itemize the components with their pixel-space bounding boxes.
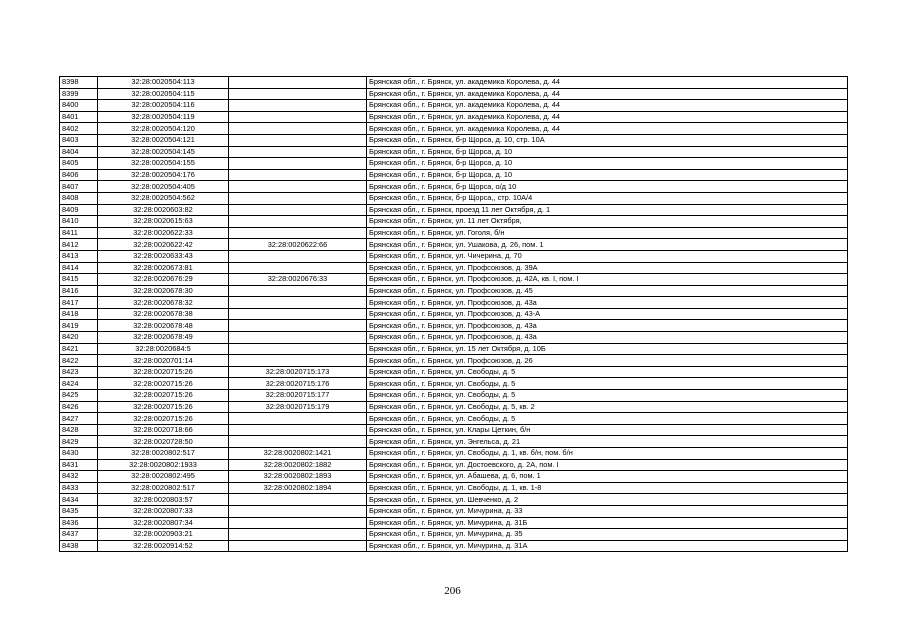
- premises-cadastral-number-cell: [229, 529, 367, 541]
- cadastral-number-cell: 32:28:0020718:66: [98, 424, 229, 436]
- row-number-cell: 8409: [60, 204, 98, 216]
- table-row: [60, 262, 848, 274]
- table-row: [60, 494, 848, 506]
- row-number-cell: 8424: [60, 378, 98, 390]
- address-cell: Брянская обл., г. Брянск, ул. Профсоюзов, д. 39А: [367, 262, 848, 274]
- table-row: [60, 181, 848, 193]
- table-row: [60, 320, 848, 332]
- premises-cadastral-number-cell: [229, 285, 367, 297]
- cadastral-number-cell: 32:28:0020622:42: [98, 239, 229, 251]
- row-number-cell: 8411: [60, 227, 98, 239]
- cadastral-number-cell: 32:28:0020728:50: [98, 436, 229, 448]
- table-row: [60, 471, 848, 483]
- address-cell: Брянская обл., г. Брянск, проезд 11 лет Октября, д. 1: [367, 204, 848, 216]
- row-number-cell: 8428: [60, 424, 98, 436]
- table-row: [60, 401, 848, 413]
- table-row: [60, 169, 848, 181]
- cadastral-number-cell: 32:28:0020715:26: [98, 401, 229, 413]
- address-cell: Брянская обл., г. Брянск, ул. Ушакова, д. 26, пом. 1: [367, 239, 848, 251]
- row-number-cell: 8407: [60, 181, 98, 193]
- premises-cadastral-number-cell: 32:28:0020715:179: [229, 401, 367, 413]
- premises-cadastral-number-cell: [229, 250, 367, 262]
- cadastral-number-cell: 32:28:0020803:57: [98, 494, 229, 506]
- row-number-cell: 8432: [60, 471, 98, 483]
- row-number-cell: 8415: [60, 274, 98, 286]
- premises-cadastral-number-cell: [229, 413, 367, 425]
- row-number-cell: 8410: [60, 216, 98, 228]
- address-cell: Брянская обл., г. Брянск, б-р Щорса, д. 10: [367, 169, 848, 181]
- table-row: [60, 204, 848, 216]
- row-number-cell: 8435: [60, 505, 98, 517]
- table-row: [60, 355, 848, 367]
- cadastral-number-cell: 32:28:0020504:405: [98, 181, 229, 193]
- premises-cadastral-number-cell: [229, 262, 367, 274]
- premises-cadastral-number-cell: [229, 343, 367, 355]
- premises-cadastral-number-cell: [229, 204, 367, 216]
- address-cell: Брянская обл., г. Брянск, ул. Энгельса, д. 21: [367, 436, 848, 448]
- address-cell: Брянская обл., г. Брянск, ул. Мичурина, д. 31А: [367, 540, 848, 552]
- premises-cadastral-number-cell: [229, 494, 367, 506]
- address-cell: Брянская обл., г. Брянск, б-р Щорса, д. 10: [367, 158, 848, 170]
- address-cell: Брянская обл., г. Брянск, ул. академика Королева, д. 44: [367, 88, 848, 100]
- premises-cadastral-number-cell: [229, 297, 367, 309]
- table-row: [60, 285, 848, 297]
- table-row: [60, 378, 848, 390]
- property-register-table: [59, 76, 848, 552]
- cadastral-number-cell: 32:28:0020678:49: [98, 332, 229, 344]
- row-number-cell: 8427: [60, 413, 98, 425]
- premises-cadastral-number-cell: [229, 181, 367, 193]
- address-cell: Брянская обл., г. Брянск, ул. академика Королева, д. 44: [367, 77, 848, 89]
- cadastral-number-cell: 32:28:0020678:32: [98, 297, 229, 309]
- table-row: [60, 459, 848, 471]
- table-row: [60, 540, 848, 552]
- row-number-cell: 8437: [60, 529, 98, 541]
- cadastral-number-cell: 32:28:0020504:116: [98, 100, 229, 112]
- table-row: [60, 448, 848, 460]
- table-row: [60, 158, 848, 170]
- row-number-cell: 8421: [60, 343, 98, 355]
- row-number-cell: 8404: [60, 146, 98, 158]
- table-row: [60, 123, 848, 135]
- table-row: [60, 274, 848, 286]
- row-number-cell: 8398: [60, 77, 98, 89]
- premises-cadastral-number-cell: 32:28:0020802:1893: [229, 471, 367, 483]
- cadastral-number-cell: 32:28:0020802:517: [98, 482, 229, 494]
- address-cell: Брянская обл., г. Брянск, ул. Свободы, д. 5: [367, 366, 848, 378]
- table-row: [60, 517, 848, 529]
- address-cell: Брянская обл., г. Брянск, ул. Профсоюзов, д. 26: [367, 355, 848, 367]
- cadastral-number-cell: 32:28:0020615:63: [98, 216, 229, 228]
- row-number-cell: 8430: [60, 448, 98, 460]
- table-body: [60, 77, 848, 552]
- row-number-cell: 8402: [60, 123, 98, 135]
- address-cell: Брянская обл., г. Брянск, ул. Профсоюзов, д. 45: [367, 285, 848, 297]
- row-number-cell: 8403: [60, 134, 98, 146]
- address-cell: Брянская обл., г. Брянск, ул. 15 лет Октября, д. 10Б: [367, 343, 848, 355]
- cadastral-number-cell: 32:28:0020622:33: [98, 227, 229, 239]
- premises-cadastral-number-cell: 32:28:0020802:1421: [229, 448, 367, 460]
- address-cell: Брянская обл., г. Брянск, ул. академика Королева, д. 44: [367, 111, 848, 123]
- cadastral-number-cell: 32:28:0020504:113: [98, 77, 229, 89]
- table-row: [60, 390, 848, 402]
- cadastral-number-cell: 32:28:0020715:26: [98, 366, 229, 378]
- row-number-cell: 8423: [60, 366, 98, 378]
- premises-cadastral-number-cell: [229, 355, 367, 367]
- cadastral-number-cell: 32:28:0020678:38: [98, 308, 229, 320]
- cadastral-number-cell: 32:28:0020504:120: [98, 123, 229, 135]
- table-row: [60, 482, 848, 494]
- row-number-cell: 8419: [60, 320, 98, 332]
- row-number-cell: 8418: [60, 308, 98, 320]
- row-number-cell: 8412: [60, 239, 98, 251]
- cadastral-number-cell: 32:28:0020504:121: [98, 134, 229, 146]
- address-cell: Брянская обл., г. Брянск, ул. Свободы, д. 5: [367, 390, 848, 402]
- address-cell: Брянская обл., г. Брянск, ул. Свободы, д. 1, кв. б/н, пом. б/н: [367, 448, 848, 460]
- table-row: [60, 216, 848, 228]
- table-row: [60, 134, 848, 146]
- premises-cadastral-number-cell: [229, 216, 367, 228]
- address-cell: Брянская обл., г. Брянск, ул. Свободы, д. 5: [367, 413, 848, 425]
- premises-cadastral-number-cell: [229, 88, 367, 100]
- table-row: [60, 332, 848, 344]
- address-cell: Брянская обл., г. Брянск, ул. академика Королева, д. 44: [367, 123, 848, 135]
- table-row: [60, 192, 848, 204]
- row-number-cell: 8429: [60, 436, 98, 448]
- address-cell: Брянская обл., г. Брянск, ул. Гоголя, б/н: [367, 227, 848, 239]
- table-row: [60, 308, 848, 320]
- premises-cadastral-number-cell: [229, 540, 367, 552]
- row-number-cell: 8438: [60, 540, 98, 552]
- premises-cadastral-number-cell: [229, 100, 367, 112]
- table-row: [60, 366, 848, 378]
- address-cell: Брянская обл., г. Брянск, ул. Профсоюзов, д. 43-А: [367, 308, 848, 320]
- cadastral-number-cell: 32:28:0020715:26: [98, 378, 229, 390]
- address-cell: Брянская обл., г. Брянск, б-р Щорса,, стр. 10А/4: [367, 192, 848, 204]
- address-cell: Брянская обл., г. Брянск, ул. Мичурина, д. 31Б: [367, 517, 848, 529]
- premises-cadastral-number-cell: 32:28:0020802:1894: [229, 482, 367, 494]
- table-row: [60, 88, 848, 100]
- premises-cadastral-number-cell: [229, 192, 367, 204]
- row-number-cell: 8406: [60, 169, 98, 181]
- cadastral-number-cell: 32:28:0020903:21: [98, 529, 229, 541]
- cadastral-number-cell: 32:28:0020807:33: [98, 505, 229, 517]
- address-cell: Брянская обл., г. Брянск, ул. Чичерина, д. 70: [367, 250, 848, 262]
- cadastral-number-cell: 32:28:0020802:1933: [98, 459, 229, 471]
- row-number-cell: 8400: [60, 100, 98, 112]
- table-row: [60, 111, 848, 123]
- premises-cadastral-number-cell: [229, 227, 367, 239]
- cadastral-number-cell: 32:28:0020701:14: [98, 355, 229, 367]
- address-cell: Брянская обл., г. Брянск, ул. Мичурина, д. 33: [367, 505, 848, 517]
- table-row: [60, 239, 848, 251]
- cadastral-number-cell: 32:28:0020715:26: [98, 390, 229, 402]
- address-cell: Брянская обл., г. Брянск, ул. Профсоюзов, д. 43а: [367, 332, 848, 344]
- cadastral-number-cell: 32:28:0020802:495: [98, 471, 229, 483]
- row-number-cell: 8414: [60, 262, 98, 274]
- premises-cadastral-number-cell: [229, 332, 367, 344]
- premises-cadastral-number-cell: 32:28:0020622:66: [229, 239, 367, 251]
- cadastral-number-cell: 32:28:0020504:119: [98, 111, 229, 123]
- page-number: 206: [444, 585, 461, 597]
- row-number-cell: 8434: [60, 494, 98, 506]
- premises-cadastral-number-cell: [229, 134, 367, 146]
- row-number-cell: 8408: [60, 192, 98, 204]
- row-number-cell: 8433: [60, 482, 98, 494]
- table-row: [60, 100, 848, 112]
- premises-cadastral-number-cell: 32:28:0020676:33: [229, 274, 367, 286]
- premises-cadastral-number-cell: [229, 308, 367, 320]
- row-number-cell: 8413: [60, 250, 98, 262]
- premises-cadastral-number-cell: [229, 77, 367, 89]
- premises-cadastral-number-cell: [229, 169, 367, 181]
- cadastral-number-cell: 32:28:0020684:5: [98, 343, 229, 355]
- address-cell: Брянская обл., г. Брянск, ул. академика Королева, д. 44: [367, 100, 848, 112]
- premises-cadastral-number-cell: 32:28:0020715:176: [229, 378, 367, 390]
- cadastral-number-cell: 32:28:0020678:30: [98, 285, 229, 297]
- cadastral-number-cell: 32:28:0020504:176: [98, 169, 229, 181]
- cadastral-number-cell: 32:28:0020914:52: [98, 540, 229, 552]
- address-cell: Брянская обл., г. Брянск, ул. Свободы, д. 1, кв. 1-8: [367, 482, 848, 494]
- address-cell: Брянская обл., г. Брянск, ул. Профсоюзов, д. 43а: [367, 320, 848, 332]
- cadastral-number-cell: 32:28:0020603:82: [98, 204, 229, 216]
- cadastral-number-cell: 32:28:0020504:562: [98, 192, 229, 204]
- row-number-cell: 8417: [60, 297, 98, 309]
- table-row: [60, 413, 848, 425]
- cadastral-number-cell: 32:28:0020802:517: [98, 448, 229, 460]
- premises-cadastral-number-cell: [229, 320, 367, 332]
- table-row: [60, 297, 848, 309]
- row-number-cell: 8425: [60, 390, 98, 402]
- premises-cadastral-number-cell: 32:28:0020715:173: [229, 366, 367, 378]
- row-number-cell: 8401: [60, 111, 98, 123]
- cadastral-number-cell: 32:28:0020504:115: [98, 88, 229, 100]
- row-number-cell: 8426: [60, 401, 98, 413]
- address-cell: Брянская обл., г. Брянск, ул. Профсоюзов, д. 43а: [367, 297, 848, 309]
- premises-cadastral-number-cell: [229, 424, 367, 436]
- address-cell: Брянская обл., г. Брянск, ул. Клары Цеткин, б/н: [367, 424, 848, 436]
- table-row: [60, 424, 848, 436]
- row-number-cell: 8405: [60, 158, 98, 170]
- address-cell: Брянская обл., г. Брянск, б-р Щорса, о/д 10: [367, 181, 848, 193]
- address-cell: Брянская обл., г. Брянск, ул. 11 лет Октября,: [367, 216, 848, 228]
- table-row: [60, 529, 848, 541]
- premises-cadastral-number-cell: [229, 158, 367, 170]
- address-cell: Брянская обл., г. Брянск, ул. Профсоюзов, д. 42А, кв. I, пом. I: [367, 274, 848, 286]
- cadastral-number-cell: 32:28:0020676:29: [98, 274, 229, 286]
- address-cell: Брянская обл., г. Брянск, ул. Мичурина, д. 35: [367, 529, 848, 541]
- address-cell: Брянская обл., г. Брянск, б-р Щорса, д. 10, стр. 10А: [367, 134, 848, 146]
- premises-cadastral-number-cell: [229, 146, 367, 158]
- cadastral-number-cell: 32:28:0020504:145: [98, 146, 229, 158]
- premises-cadastral-number-cell: [229, 517, 367, 529]
- cadastral-number-cell: 32:28:0020673:81: [98, 262, 229, 274]
- table-row: [60, 436, 848, 448]
- cadastral-number-cell: 32:28:0020715:26: [98, 413, 229, 425]
- row-number-cell: 8431: [60, 459, 98, 471]
- address-cell: Брянская обл., г. Брянск, ул. Шевченко, д. 2: [367, 494, 848, 506]
- cadastral-number-cell: 32:28:0020633:43: [98, 250, 229, 262]
- premises-cadastral-number-cell: [229, 505, 367, 517]
- address-cell: Брянская обл., г. Брянск, ул. Достоевского, д. 2А, пом. I: [367, 459, 848, 471]
- cadastral-number-cell: 32:28:0020807:34: [98, 517, 229, 529]
- address-cell: Брянская обл., г. Брянск, ул. Свободы, д. 5: [367, 378, 848, 390]
- table-row: [60, 250, 848, 262]
- row-number-cell: 8422: [60, 355, 98, 367]
- address-cell: Брянская обл., г. Брянск, ул. Абашева, д. 6, пом. 1: [367, 471, 848, 483]
- premises-cadastral-number-cell: 32:28:0020802:1882: [229, 459, 367, 471]
- premises-cadastral-number-cell: [229, 111, 367, 123]
- row-number-cell: 8436: [60, 517, 98, 529]
- row-number-cell: 8399: [60, 88, 98, 100]
- cadastral-number-cell: 32:28:0020504:155: [98, 158, 229, 170]
- address-cell: Брянская обл., г. Брянск, ул. Свободы, д. 5, кв. 2: [367, 401, 848, 413]
- premises-cadastral-number-cell: 32:28:0020715:177: [229, 390, 367, 402]
- row-number-cell: 8420: [60, 332, 98, 344]
- cadastral-number-cell: 32:28:0020678:48: [98, 320, 229, 332]
- table-row: [60, 77, 848, 89]
- row-number-cell: 8416: [60, 285, 98, 297]
- table-row: [60, 227, 848, 239]
- address-cell: Брянская обл., г. Брянск, б-р Щорса, д. 10: [367, 146, 848, 158]
- table-row: [60, 146, 848, 158]
- premises-cadastral-number-cell: [229, 436, 367, 448]
- premises-cadastral-number-cell: [229, 123, 367, 135]
- table-row: [60, 505, 848, 517]
- table-row: [60, 343, 848, 355]
